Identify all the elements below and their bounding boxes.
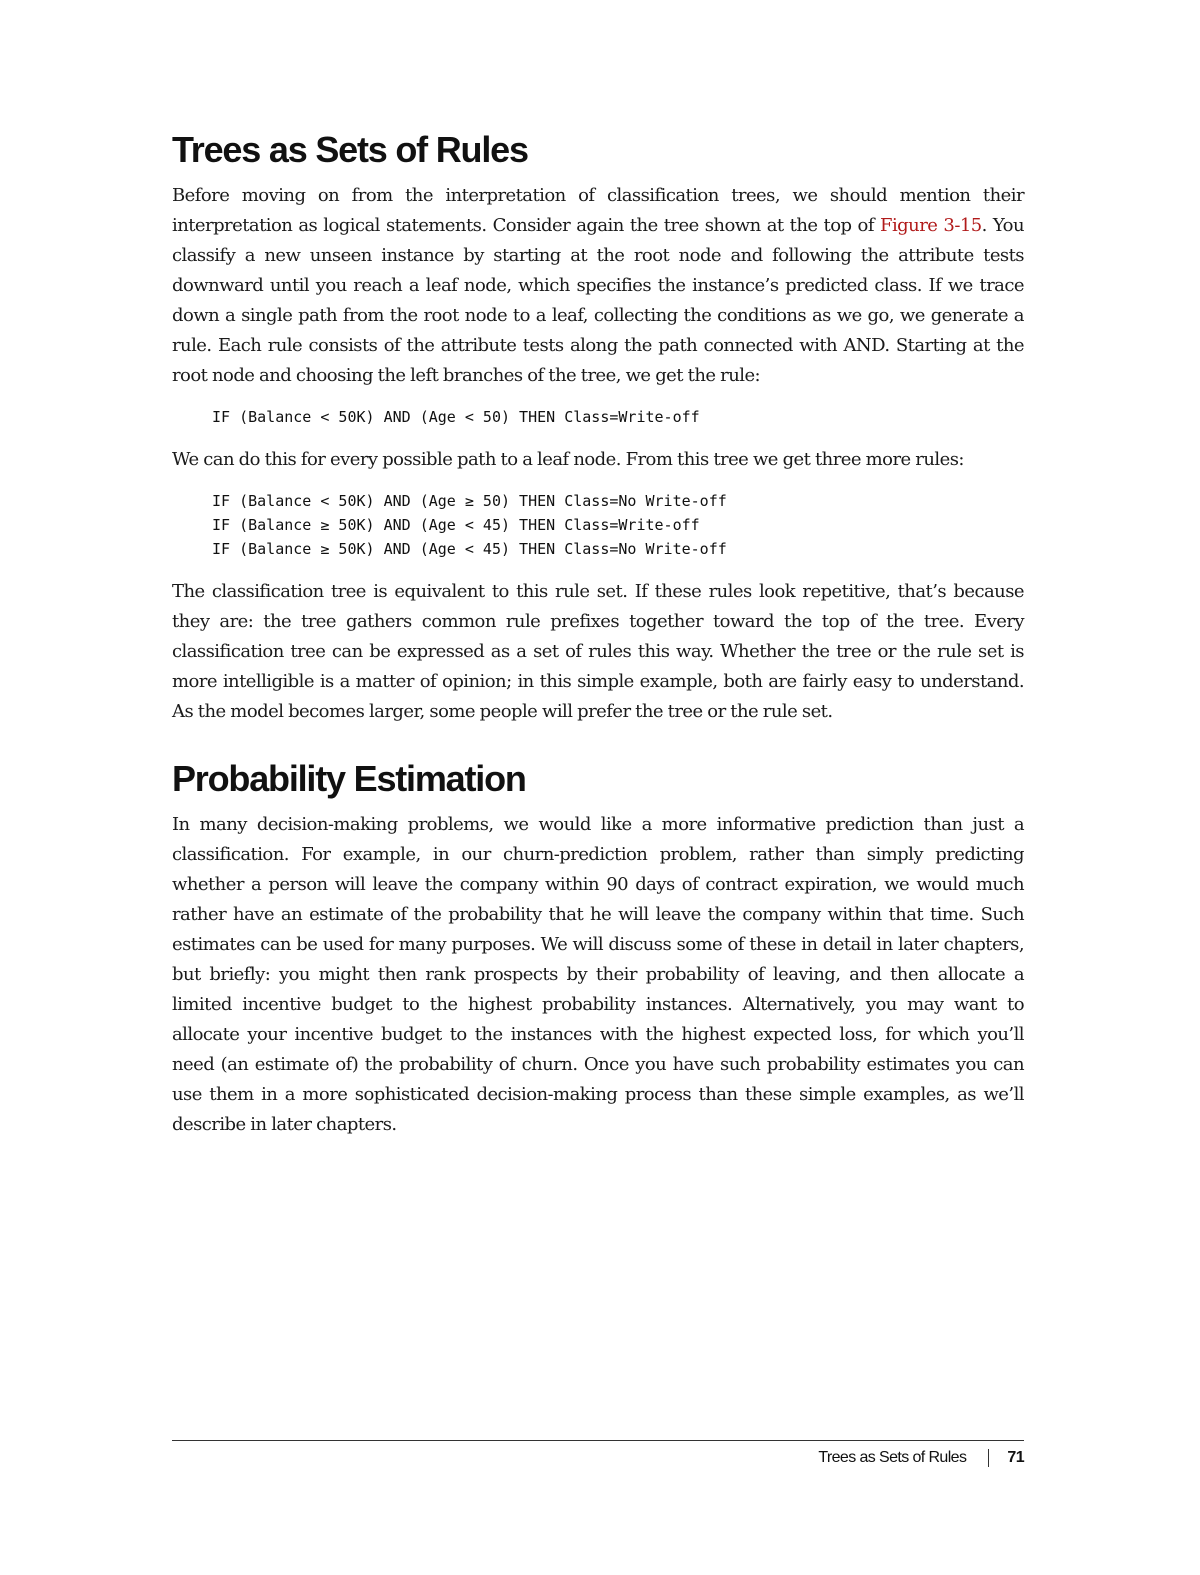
paragraph-more-rules: We can do this for every possible path to a leaf node. From this tree we get three more rules: xyxy=(172,449,964,471)
code-line: IF (Balance ≥ 50K) AND (Age < 45) THEN Class=No Write-off xyxy=(212,540,727,559)
code-line: IF (Balance < 50K) AND (Age < 50) THEN Class=Write-off xyxy=(212,408,700,427)
code-block-rules-2 xyxy=(212,489,1024,561)
section-heading-trees-as-rules: Trees as Sets of Rules xyxy=(172,129,528,170)
paragraph-intro-text-a: Before moving on from the interpretation of classification trees, we should mention their interpretation as logical statements. Consider again the tree shown at the top of xyxy=(172,185,1024,237)
paragraph-probability: In many decision-making problems, we would like a more informative prediction than just a classification. For example, in our churn-prediction problem, rather than simply predicting whether a person will leave the company within 90 days of contract expiration, we would much rather have an estimate of the probability that he will leave the company within that time. Such estimates can be used for many purposes. We will discuss some of these in detail in later chapters, but briefly: you might then rank prospects by their probability of leaving, and then allocate a limited incentive budget to the highest probability instances. Alternatively, you may want to allocate your incentive budget to the instances with the highest expected loss, for which you’ll need (an estimate of) the probability of churn. Once you have such probability estimates you can use them in a more sophisticated decision-making process than these simple examples, as we’ll describe in later chapters. xyxy=(172,814,1024,1136)
paragraph-rule-set: The classification tree is equivalent to this rule set. If these rules look repetitive, that’s because they are: the tree gathers common rule prefixes together toward the top of the tree. Every classification tree can be expressed as a set of rules this way. Whether the tree or the rule set is more intelligible is a matter of opinion; in this simple example, both are fairly easy to understand. As the model becomes larger, some people will prefer the tree or the rule set. xyxy=(172,581,1024,723)
paragraph-intro-text-b: . You classify a new unseen instance by starting at the root node and following the attribute tests downward until you reach a leaf node, which specifies the instance’s predicted class. If we trace down a single path from the root node to a leaf, collecting the conditions as we go, we generate a rule. Each rule consists of the attribute tests along the path connected with AND. Starting at the root node and choosing the left branches of the tree, we get the rule: xyxy=(172,215,1024,387)
code-block-rule-1 xyxy=(212,405,1024,429)
code-line: IF (Balance < 50K) AND (Age ≥ 50) THEN Class=No Write-off xyxy=(212,492,727,511)
figure-reference-link[interactable]: Figure 3-15 xyxy=(880,215,982,237)
page-body xyxy=(172,120,1024,1140)
code-line: IF (Balance ≥ 50K) AND (Age < 45) THEN Class=Write-off xyxy=(212,516,700,535)
section-heading-probability-estimation: Probability Estimation xyxy=(172,758,526,800)
page-number: 71 xyxy=(1007,1449,1024,1466)
page-footer xyxy=(172,1440,1024,1466)
footer-content xyxy=(818,1449,1024,1467)
footer-running-title: Trees as Sets of Rules xyxy=(818,1449,967,1466)
footer-separator xyxy=(988,1449,989,1467)
paragraph-intro xyxy=(172,181,1024,391)
